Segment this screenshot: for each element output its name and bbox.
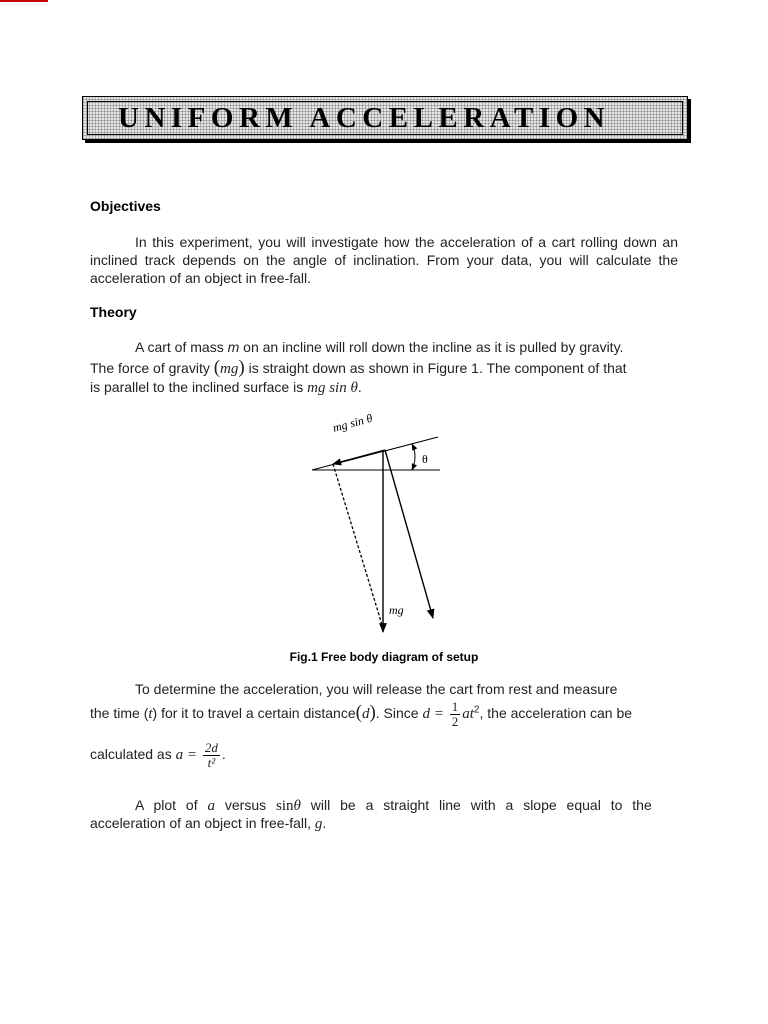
title-banner-inner: [87, 101, 683, 135]
mass-symbol: m: [227, 339, 240, 355]
parallel-component-arrow: [333, 450, 385, 464]
theory-text: The force of gravity: [90, 360, 214, 376]
paragraph2-line-3: [90, 741, 678, 770]
theory-line-2: The force of gravity (mg) is straight down as shown in Figure 1. The component of that: [90, 357, 627, 378]
perpendicular-component-arrow: [385, 450, 433, 618]
paragraph2-line-2: the time (t) for it to travel a certain distance(d). Since d = $\frac{1}{2}$ $at^2$, the acceleration can be: [90, 699, 633, 729]
exponent: 2: [473, 704, 480, 716]
paragraph3-line-1: [90, 797, 678, 815]
weight-label: mg: [389, 603, 404, 617]
parallel-component-symbol: mg sin θ: [307, 380, 358, 396]
paragraph2-line-1: To determine the acceleration, you will release the cart from rest and measure: [135, 681, 618, 697]
objectives-paragraph: In this experiment, you will investigate how the acceleration of a cart rolling down an inclined track depends on the angle of inclination. From your data, you will calculate the acceleration of an object in free-fall.: [90, 234, 678, 286]
fraction-2d-over-t2: [203, 741, 220, 770]
weight-symbol: mg: [220, 361, 239, 377]
title-banner: [82, 96, 688, 140]
body-text: .: [221, 746, 226, 763]
equation-lhs: a =: [175, 747, 197, 764]
paragraph3-line-2: [90, 815, 678, 833]
equation-rhs: at: [462, 706, 474, 723]
fraction-numerator: 1: [451, 699, 459, 714]
figure-caption: Fig.1 Free body diagram of setup: [289, 650, 479, 664]
theory-text: .: [357, 379, 362, 395]
fraction-denominator: t²: [207, 755, 216, 770]
body-text: versus: [214, 797, 276, 813]
objectives-heading: Objectives: [90, 198, 161, 214]
parallel-component-label: mg sin θ: [331, 410, 374, 435]
theory-line-1: [90, 339, 678, 355]
top-red-mark: [0, 0, 48, 2]
body-text: . Since: [375, 705, 423, 722]
acceleration-symbol: a: [207, 798, 215, 814]
theory-text: is parallel to the inclined surface is: [90, 379, 308, 395]
theory-text: is straight down as shown in Figure 1. The component of that: [244, 360, 627, 376]
sine-symbol: sin: [276, 798, 294, 814]
theory-text: on an incline will roll down the incline as it is pulled by gravity.: [239, 339, 624, 355]
theory-text: A cart of mass: [135, 339, 228, 355]
fraction-denominator: 2: [451, 714, 459, 729]
body-text: ) for it to travel a certain distance: [152, 705, 356, 722]
free-body-diagram: [300, 404, 460, 636]
page-title: UNIFORM ACCELERATION: [118, 101, 611, 134]
body-text: A plot of: [135, 797, 208, 813]
body-text: calculated as: [90, 746, 176, 763]
fraction-one-half: [450, 700, 461, 729]
theory-heading: Theory: [90, 304, 137, 320]
distance-symbol: d: [361, 706, 370, 723]
body-text: , the acceleration can be: [479, 705, 633, 722]
gravity-symbol: g: [314, 816, 323, 832]
equation-lhs: d =: [422, 706, 444, 723]
angle-arc: [412, 444, 415, 470]
time-symbol: t: [148, 706, 153, 723]
incline-line: [312, 437, 438, 470]
body-text: will be a straight line with a slope equal to the: [300, 797, 652, 813]
projection-dashed-line: [333, 464, 383, 628]
theta-label: θ: [422, 452, 428, 466]
theory-line-3: [90, 379, 678, 397]
theta-symbol: θ: [293, 798, 301, 814]
body-text: .: [322, 815, 327, 831]
body-text: the time (: [90, 705, 149, 722]
fraction-numerator: 2d: [204, 740, 218, 755]
body-text: acceleration of an object in free-fall,: [90, 815, 315, 831]
